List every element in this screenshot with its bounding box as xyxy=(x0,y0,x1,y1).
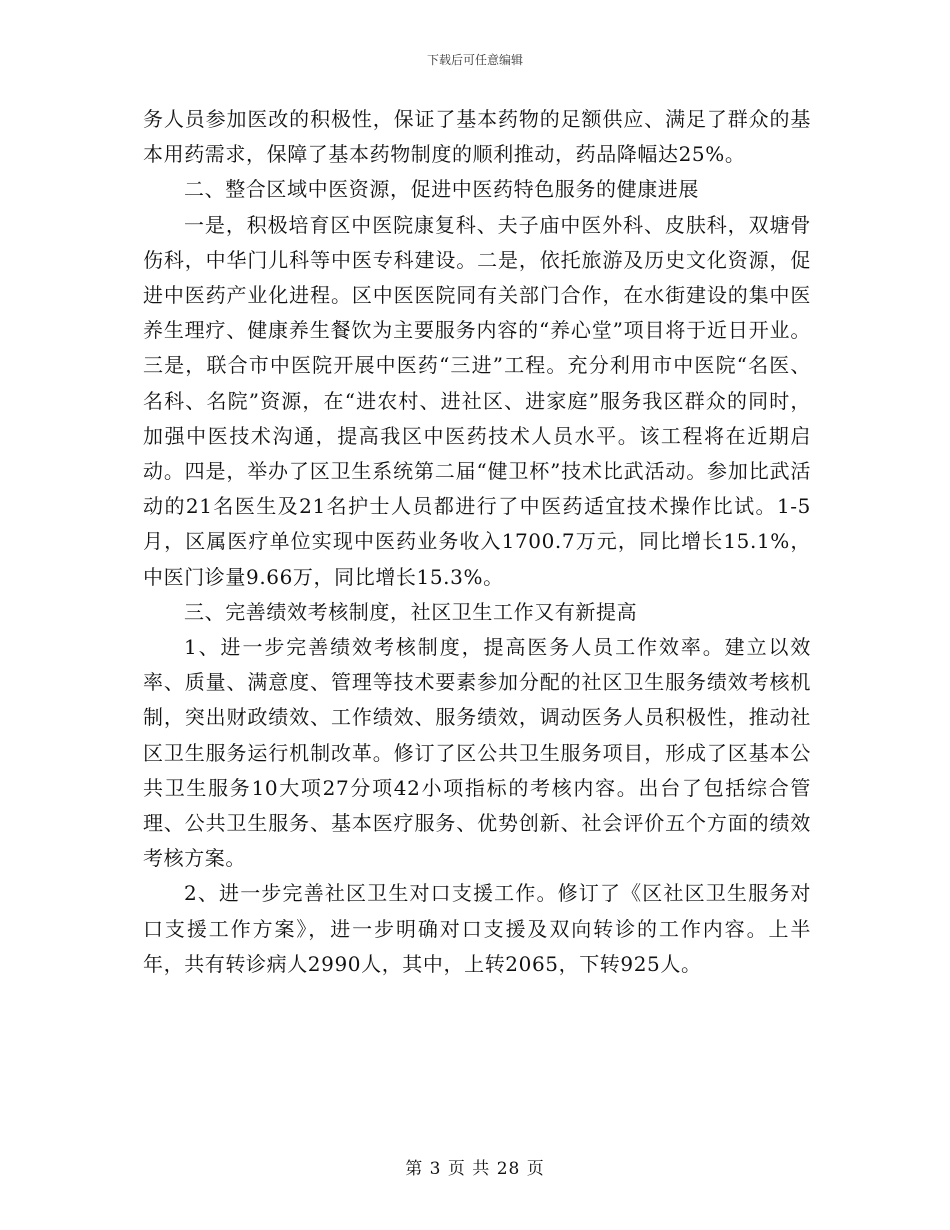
paragraph-tcm-measures: 一是，积极培育区中医院康复科、夫子庙中医外科、皮肤科，双塘骨伤科，中华门儿科等中医专科建设。二是，依托旅游及历史文化资源，促进中医药产业化进程。区中医医院同有关部门合作，在水街建设的集中医养生理疗、健康养生餐饮为主要服务内容的“养心堂”项目将于近日开业。三是，联合市中医院开展中医药“三进”工程。充分利用市中医院“名医、名科、名院”资源，在“进农村、进社区、进家庭”服务我区群众的同时，加强中医技术沟通，提高我区中医药技术人员水平。该工程将在近期启动。四是，举办了区卫生系统第二届“健卫杯”技术比武活动。参加比武活动的21名医生及21名护士人员都进行了中医药适宜技术操作比试。1-5月，区属医疗单位实现中医药业务收入1700.7万元，同比增长15.1%，中医门诊量9.66万，同比增长15.3%。 xyxy=(143,212,811,589)
document-body xyxy=(143,102,811,982)
page-number: 第 3 页 共 28 页 xyxy=(405,1159,545,1179)
section-heading-tcm: 二、整合区域中医资源，促进中医药特色服务的健康进展 xyxy=(184,177,699,202)
paragraph-performance-assessment: 1、进一步完善绩效考核制度，提高医务人员工作效率。建立以效率、质量、满意度、管理等技术要素参加分配的社区卫生服务绩效考核机制，突出财政绩效、工作绩效、服务绩效，调动医务人员积极性，推动社区卫生服务运行机制改革。修订了区公共卫生服务项目，形成了区基本公共卫生服务10大项27分项42小项指标的考核内容。出台了包括综合管理、公共卫生服务、基本医疗服务、优势创新、社会评价五个方面的绩效考核方案。 xyxy=(143,635,811,871)
paragraph-continued: 务人员参加医改的积极性，保证了基本药物的足额供应、满足了群众的基本用药需求，保障了基本药物制度的顺利推动，药品降幅达25%。 xyxy=(143,107,811,167)
section-heading-performance: 三、完善绩效考核制度，社区卫生工作又有新提高 xyxy=(184,599,638,624)
page-header-note: 下载后可任意编辑 xyxy=(426,53,523,67)
paragraph-counterpart-support: 2、进一步完善社区卫生对口支援工作。修订了《区社区卫生服务对口支援工作方案》，进一步明确对口支援及双向转诊的工作内容。上半年，共有转诊病人2990人，其中，上转2065，下转925人。 xyxy=(143,881,811,976)
